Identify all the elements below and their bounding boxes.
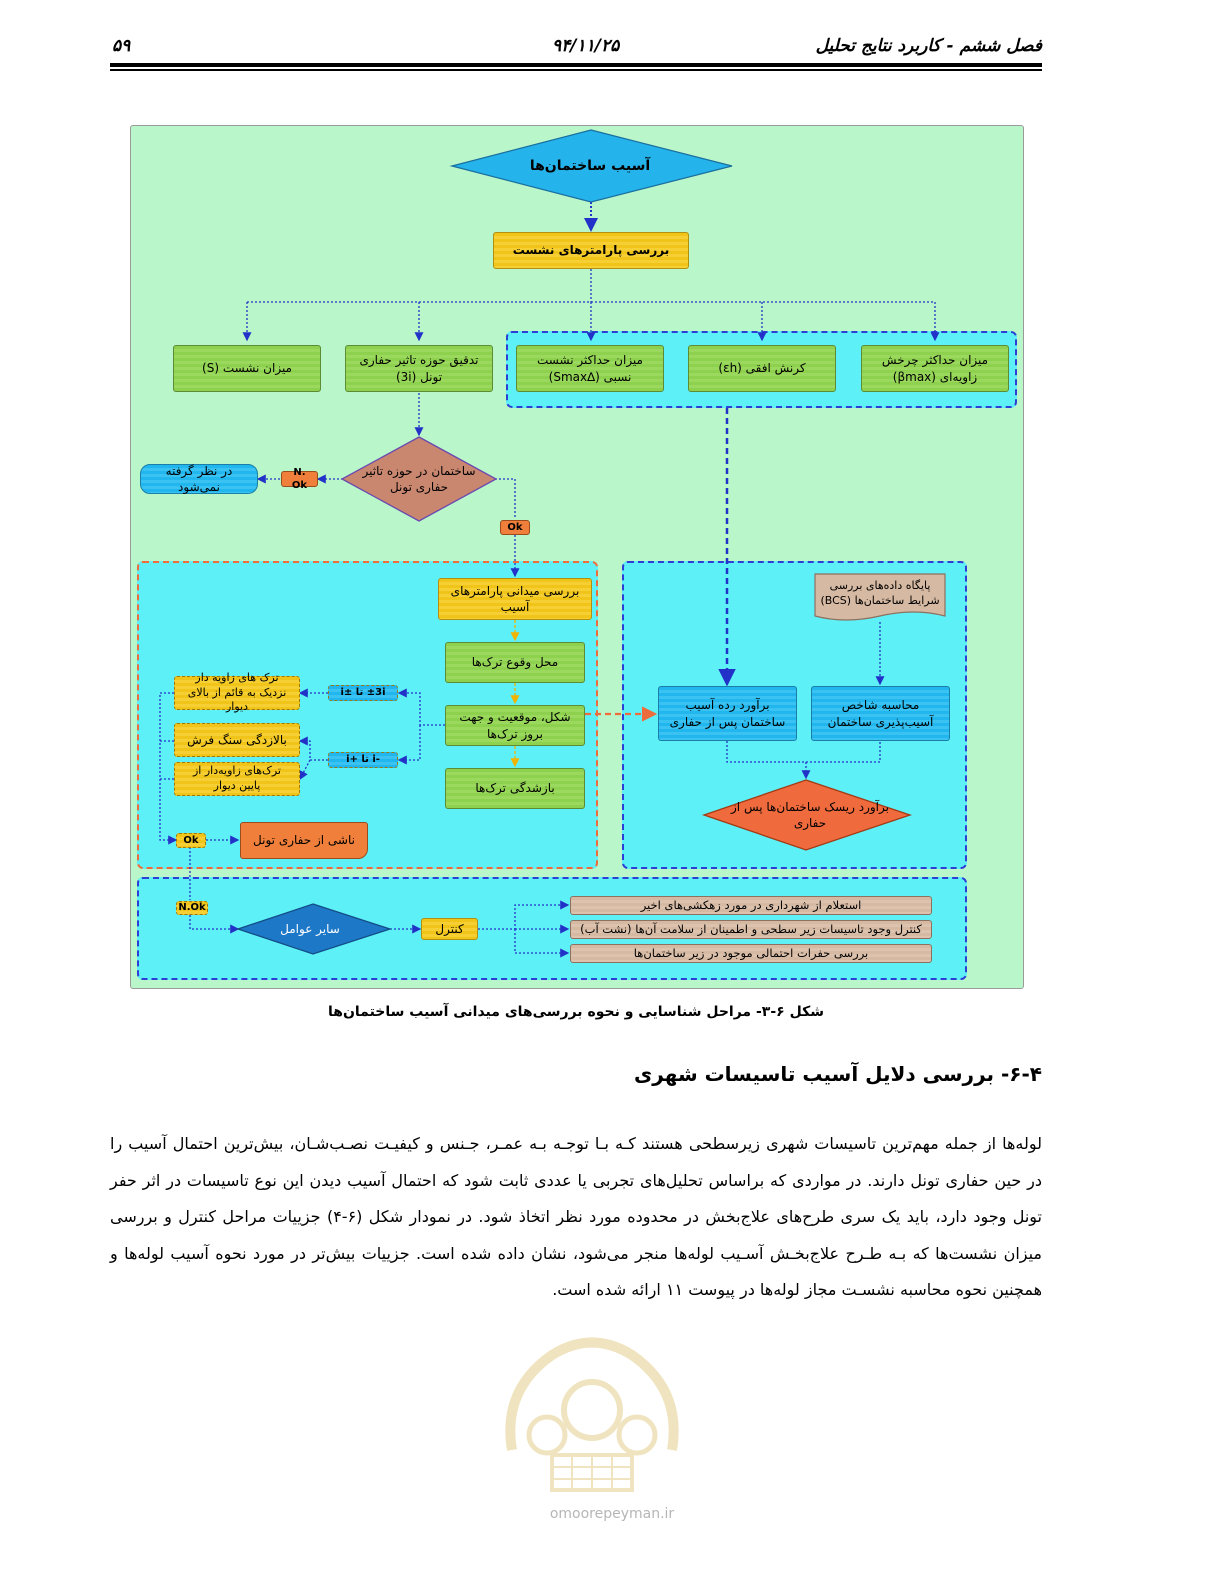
settlement-box: میزان نشست (S) [173, 345, 321, 392]
floor-uplift-box: بالازدگی سنگ فرش [174, 723, 300, 757]
other-factors: سایر عوامل [280, 921, 340, 936]
not-ok-tag: N. Ok [281, 471, 318, 487]
crack-angle-bottom-box: ترک‌های زاویه‌دار از پایین دیوار [174, 762, 300, 796]
due-to-tunnel-box: ناشی از حفاری تونل [240, 822, 368, 859]
page-number: ۵۹ [112, 36, 131, 56]
watermark-site: omoorepeyman.ir [549, 1506, 675, 1522]
crack-opening-box: بازشدگی ترک‌ها [445, 768, 585, 809]
range-i-tag: -i تا +i [328, 752, 398, 768]
section-title: ۶-۴- بررسی دلایل آسیب تاسیسات شهری [633, 1062, 1042, 1086]
max-rotation-box: میزان حداکثر چرخش زاویه‌ای (βmax) [861, 345, 1009, 392]
settlement-params-box: بررسی پارامترهای نشست [493, 232, 689, 269]
max-relative-settlement-box: میزان حداکثر نشست نسبی (∆Smax) [516, 345, 664, 392]
bcs-database: پایگاه داده‌های بررسی شرایط ساختمان‌ها (BCS) [820, 579, 940, 607]
crack-angle-top-box: ترک های زاویه دار نزدیک به قائم از بالای دیوار [174, 676, 300, 710]
risk-estimate: برآورد ریسک ساختمان‌ها پس از حفاری [731, 799, 889, 830]
influence-zone-box: تدقیق حوزه تاثیر حفاری تونل (3i) [345, 345, 493, 392]
control-box: کنترل [421, 918, 478, 940]
excavations-box: بررسی حفرات احتمالی موجود در زیر ساختمان‌ها [570, 944, 932, 963]
chapter-title: فصل ششم - کاربرد نتایج تحلیل [815, 36, 1042, 56]
utilities-box: کنترل وجود تاسیسات زیر سطحی و اطمینان از سلامت آن‌ها (نشت آب) [570, 920, 932, 939]
vulnerability-index-box: محاسبه شاخص آسیب‌پذیری ساختمان [811, 686, 950, 741]
field-check-box: بررسی میدانی پارامترهای آسیب [438, 578, 592, 620]
in-zone-question: ساختمان در حوزه تاثیر حفاری تونل [362, 463, 476, 494]
inquiry-box: استعلام از شهرداری در مورد زهکشی‌های اخیر [570, 896, 932, 915]
ok-tag: Ok [500, 520, 530, 535]
horizontal-strain-box: کرنش افقی (εh) [688, 345, 836, 392]
body-paragraph: لوله‌ها از جمله مهم‌ترین تاسیسات شهری زیرسطحی هستند کـه بـا توجـه بـه عمـر، جـنس و کیفیـت نصـب‌شـان، بیش‌ترین احتمال آسیب را در حین حفاری تونل دارند. در مواردی که براساس تحلیل‌های تجربی یا عددی ثابت شود که احتمال آسیب دیدن این نوع تاسیسات در اثر حفر تونل وجود دارد، باید یک سری طرح‌های علاج‌بخش در محدوده مورد نظر اتخاذ شود. در نمودار شکل (۶-۴) جزییات مراحل کنترل و بررسی میزان نشست‌ها که بـه طـرح علاج‌بخـش آسـیب لوله‌ها منجر می‌شود، نشان داده شده است. جزییات بیش‌تر در مورد نحوه آسیب لوله‌ها و همچنین نحوه محاسبه نشسـت مجاز لوله‌ها در پیوست ۱۱ ارائه شده است. [110, 1134, 1042, 1299]
header-date: ۹۴/۱۱/۲۵ [552, 36, 620, 56]
ok2-tag: Ok [176, 833, 206, 848]
damage-class-box: برآورد رده آسیب ساختمان پس از حفاری [658, 686, 797, 741]
nok2-tag: N.Ok [176, 901, 208, 915]
crack-shape-box: شکل، موقعیت و جهت بروز ترک‌ها [445, 705, 585, 746]
building-damage-title: آسیب ساختمان‌ها [529, 157, 651, 174]
range-3i-tag: ±3i تا ±i [328, 685, 398, 701]
not-considered-box: در نظر گرفته نمی‌شود [140, 464, 258, 494]
crack-location-box: محل وقوع ترک‌ها [445, 642, 585, 683]
watermark-logo [492, 1330, 692, 1500]
figure-caption: شکل ۶-۳- مراحل شناسایی و نحوه بررسی‌های میدانی آسیب ساختمان‌ها [328, 1004, 824, 1020]
